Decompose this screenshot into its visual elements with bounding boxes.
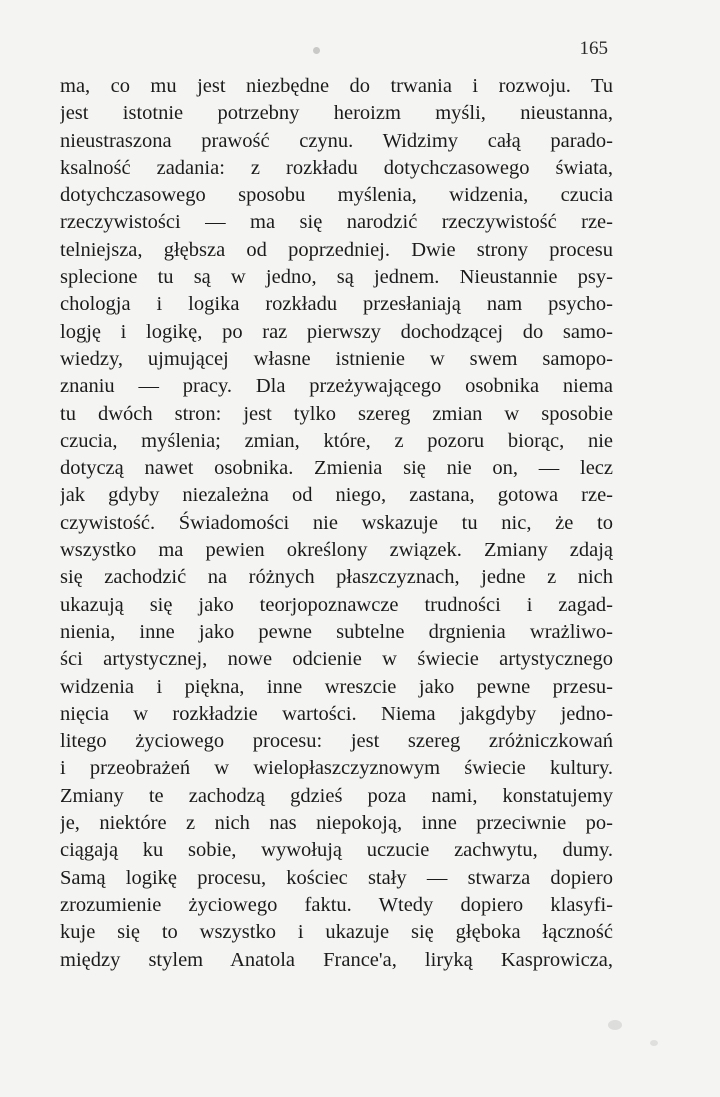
text-line: splecione tu są w jedno, są jednem. Nieustannie psy- (60, 266, 613, 289)
text-line: ści artystycznej, nowe odcienie w świecie artystycznego (60, 648, 613, 671)
text-line: dotyczą nawet osobnika. Zmienia się nie on, — lecz (60, 457, 613, 480)
text-line: wszystko ma pewien określony związek. Zmiany zdają (60, 539, 613, 562)
paper-spot (313, 47, 320, 54)
text-line: zrozumienie życiowego faktu. Wtedy dopiero klasyfi- (60, 893, 613, 916)
text-line: Samą logikę procesu, kościec stały — stwarza dopiero (60, 866, 613, 889)
text-line: logję i logikę, po raz pierwszy dochodzącej do samo- (60, 320, 613, 343)
text-line: nieustraszona prawość czynu. Widzimy całą parado- (60, 129, 613, 152)
text-line: i przeobrażeń w wielopłaszczyznowym świecie kultury. (60, 757, 613, 780)
text-line: rzeczywistości — ma się narodzić rzeczywistość rze- (60, 211, 613, 234)
text-line: nienia, inne jako pewne subtelne drgnienia wrażliwo- (60, 620, 613, 643)
text-line: czywistość. Świadomości nie wskazuje tu nic, że to (60, 511, 613, 534)
text-line: jest istotnie potrzebny heroizm myśli, nieustanna, (60, 102, 613, 125)
body-text (60, 73, 613, 974)
text-line: nięcia w rozkładzie wartości. Niema jakgdyby jedno- (60, 702, 613, 725)
paper-spot (650, 1040, 658, 1046)
text-line: ma, co mu jest niezbędne do trwania i rozwoju. Tu (60, 75, 613, 97)
text-line: je, niektóre z nich nas niepokoją, inne przeciwnie po- (60, 812, 613, 835)
paper-spot (608, 1020, 622, 1030)
text-line: czucia, myślenia; zmian, które, z pozoru biorąc, nie (60, 429, 613, 452)
text-line: Zmiany te zachodzą gdzieś poza nami, konstatujemy (60, 784, 613, 807)
text-line: dotychczasowego sposobu myślenia, widzenia, czucia (60, 184, 613, 207)
text-line: między stylem Anatola France'a, liryką Kasprowicza, (60, 948, 613, 971)
text-line: ciągają ku sobie, wywołują uczucie zachwytu, dumy. (60, 839, 613, 862)
text-line: wiedzy, ujmującej własne istnienie w swem samopo- (60, 347, 613, 370)
text-line: litego życiowego procesu: jest szereg zróżniczkowań (60, 730, 613, 753)
page-number: 165 (579, 38, 608, 59)
text-line: chologja i logika rozkładu przesłaniają nam psycho- (60, 293, 613, 316)
text-line: jak gdyby niezależna od niego, zastana, gotowa rze- (60, 484, 613, 507)
text-line: telniejsza, głębsza od poprzedniej. Dwie strony procesu (60, 238, 613, 261)
text-line: się zachodzić na różnych płaszczyznach, jedne z nich (60, 566, 613, 589)
text-line: tu dwóch stron: jest tylko szereg zmian w sposobie (60, 402, 613, 425)
text-line: kuje się to wszystko i ukazuje się głęboka łączność (60, 921, 613, 944)
text-line: ksalność zadania: z rozkładu dotychczasowego świata, (60, 156, 613, 179)
text-line: ukazują się jako teorjopoznawcze trudności i zagad- (60, 593, 613, 616)
text-line: znaniu — pracy. Dla przeżywającego osobnika niema (60, 375, 613, 398)
text-line: widzenia i piękna, inne wreszcie jako pewne przesu- (60, 675, 613, 698)
